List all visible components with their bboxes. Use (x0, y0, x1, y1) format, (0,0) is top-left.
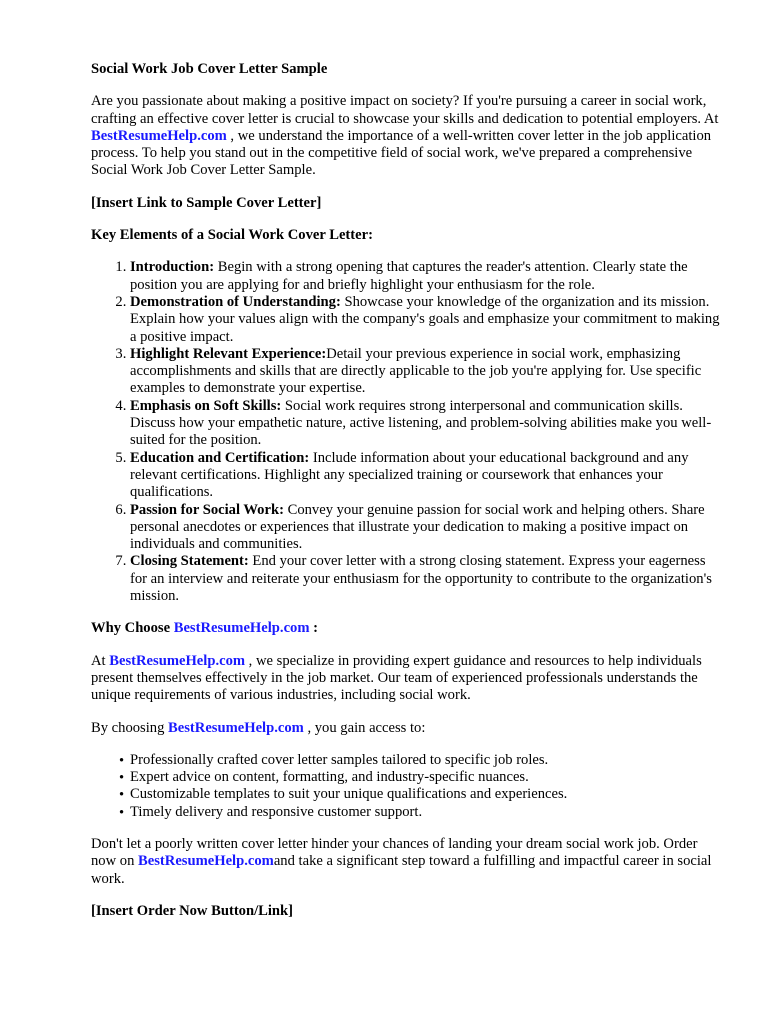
list-item (130, 294, 723, 346)
closing-text-suffix: and take a significant step toward a fulfilling and impactful career in social work. (91, 853, 712, 887)
why-choose-heading-suffix: : (309, 620, 319, 637)
list-item-label: Closing Statement: (130, 553, 249, 570)
key-elements-heading: Key Elements of a Social Work Cover Letter: (91, 227, 373, 244)
document-page (91, 61, 723, 935)
access-paragraph (91, 720, 723, 737)
list-item-text: Begin with a strong opening that captures the reader's attention. Clearly state the position you are applying for and briefly highlight your enthusiasm for the role. (130, 259, 688, 293)
list-item-text: Convey your genuine passion for social work and helping others. Share personal anecdotes or experiences that illustrate your dedication to making a positive impact on individuals and communities. (130, 501, 705, 553)
list-item-label: Introduction: (130, 259, 215, 276)
document-title: Social Work Job Cover Letter Sample (91, 61, 328, 77)
access-text-prefix: By choosing (91, 719, 169, 736)
list-item (130, 553, 723, 605)
benefits-list (91, 752, 723, 821)
list-item (130, 450, 723, 502)
order-now-placeholder: [Insert Order Now Button/Link] (91, 902, 294, 919)
list-item (130, 398, 723, 450)
intro-paragraph (91, 93, 723, 179)
why-choose-text-suffix: , we specialize in providing expert guidance and resources to help individuals present themselves effectively in the job market. Our team of experienced professionals understands the unique requirements of various industries, including social work. (91, 652, 702, 704)
list-item-label: Passion for Social Work: (130, 501, 284, 518)
intro-text-1: Are you passionate about making a positive impact on society? If you're pursuing a career in social work, crafting an effective cover letter is crucial to showcase your skills and dedication to potential employers. At (91, 93, 719, 127)
access-site-link[interactable]: BestResumeHelp.com (168, 719, 304, 736)
list-item-label: Education and Certification: (130, 449, 310, 466)
bullet-item: • Professionally crafted cover letter samples tailored to specific job roles. (130, 752, 723, 769)
list-item (130, 259, 723, 294)
list-item-text: Showcase your knowledge of the organization and its mission. Explain how your values align with the company's goals and emphasize your commitment to making a positive impact. (130, 293, 720, 345)
list-item-label: Highlight Relevant Experience: (130, 345, 327, 362)
bullet-item: • Expert advice on content, formatting, and industry-specific nuances. (130, 769, 723, 786)
closing-paragraph (91, 836, 723, 888)
why-choose-heading-prefix: Why Choose (91, 620, 174, 637)
list-item (130, 346, 723, 398)
list-item (130, 502, 723, 554)
list-item-text: End your cover letter with a strong closing statement. Express your eagerness for an interview and reiterate your enthusiasm for the opportunity to contribute to the organization's mission. (130, 553, 712, 605)
access-text-suffix: , you gain access to: (303, 719, 426, 736)
why-choose-paragraph-link[interactable]: BestResumeHelp.com (109, 652, 246, 669)
bullet-item: • Timely delivery and responsive customer support. (130, 804, 723, 821)
list-item-text: Social work requires strong interpersonal and communication skills. Discuss how your empathetic nature, active listening, and problem-solving abilities make you well-suited for the position. (130, 397, 712, 449)
key-elements-list (91, 259, 723, 605)
why-choose-heading (91, 620, 723, 637)
sample-link-placeholder: [Insert Link to Sample Cover Letter] (91, 194, 322, 211)
bullet-item: • Customizable templates to suit your unique qualifications and experiences. (130, 786, 723, 803)
intro-site-link[interactable]: BestResumeHelp.com (91, 127, 227, 144)
closing-text-prefix: Don't let a poorly written cover letter hinder your chances of landing your dream social work job. Order now on (91, 835, 698, 870)
list-item-text: Include information about your educational background and any relevant certifications. Highlight any specialized training or coursework that enhances your qualifications. (130, 449, 689, 501)
intro-text-2: , we understand the importance of a well-written cover letter in the job application process. To help you stand out in the competitive field of social work, we've prepared a comprehensive Social Work Job Cover Letter Sample. (91, 127, 712, 179)
why-choose-paragraph (91, 653, 723, 705)
why-choose-text-prefix: At (91, 652, 110, 669)
why-choose-site-link[interactable]: BestResumeHelp.com (173, 620, 310, 637)
list-item-text: Detail your previous experience in social work, emphasizing accomplishments and skills that are directly applicable to the job you're applying for. Use specific examples to demonstrate your expertise. (130, 345, 702, 397)
closing-site-link[interactable]: BestResumeHelp.com (138, 853, 274, 870)
list-item-label: Demonstration of Understanding: (130, 293, 341, 310)
list-item-label: Emphasis on Soft Skills: (130, 397, 282, 414)
